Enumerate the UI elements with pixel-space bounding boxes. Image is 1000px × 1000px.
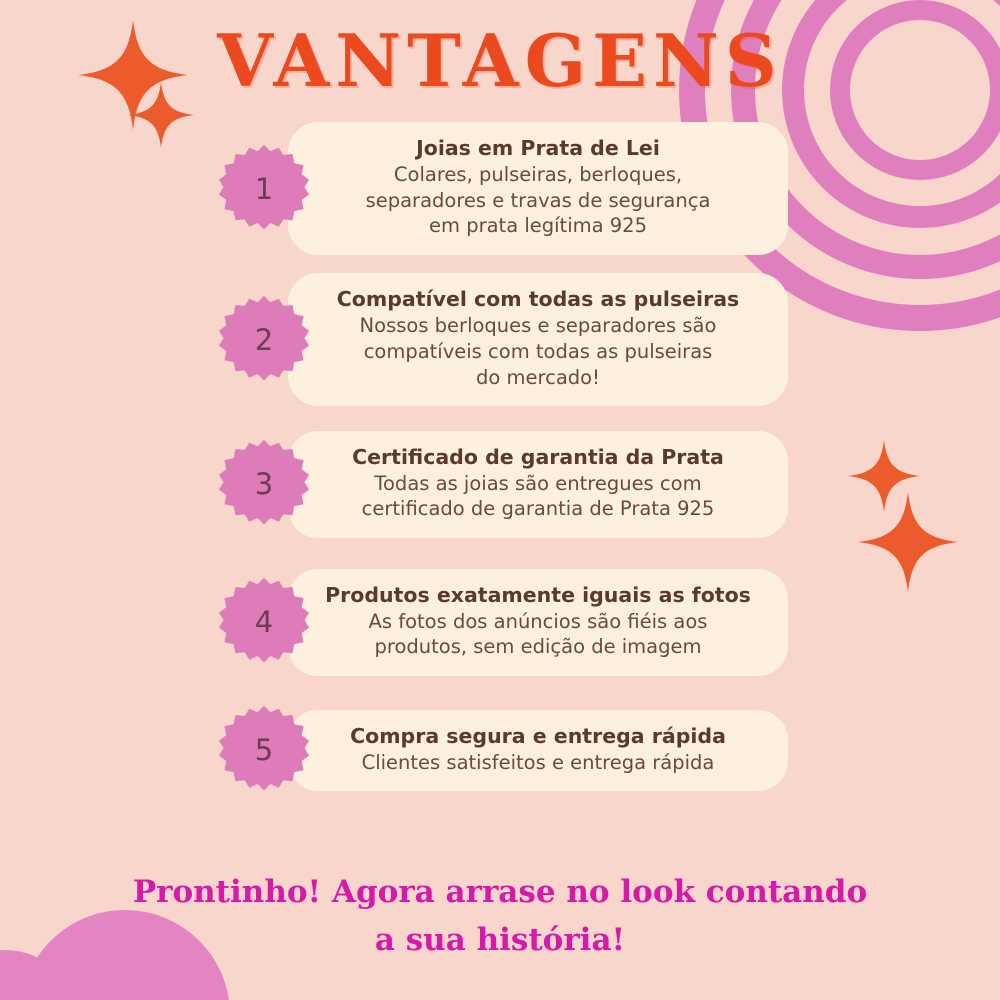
number-badge: [218, 704, 310, 796]
advantage-card: [288, 431, 788, 538]
page-title: VANTAGENS: [217, 18, 783, 103]
advantage-card: [288, 273, 788, 406]
advantage-line: produtos, sem edição de imagem: [374, 635, 702, 659]
advantage-title: Joias em Prata de Lei: [416, 136, 660, 160]
advantage-title: Certificado de garantia da Prata: [352, 444, 724, 469]
advantage-line: do mercado!: [476, 365, 600, 389]
footer-line: Prontinho! Agora arrase no look contando: [132, 873, 868, 910]
list-item: [218, 122, 788, 255]
advantage-line: As fotos dos anúncios são fiéis aos: [368, 609, 708, 633]
list-item: [218, 424, 788, 544]
advantage-line: Clientes satisfeitos e entrega rápida: [361, 750, 715, 774]
advantage-title: Compatível com todas as pulseiras: [336, 287, 740, 312]
advantage-line: Colares, pulseiras, berloques,: [393, 163, 683, 186]
advantage-card: [288, 569, 788, 676]
sparkle-icon: [858, 492, 958, 592]
number-badge: [218, 576, 310, 668]
advantages-list: [218, 122, 788, 818]
number-badge: [218, 294, 310, 386]
advantage-line: separadores e travas de segurança: [365, 188, 711, 212]
footer-line: a sua história!: [374, 921, 626, 958]
advantage-line: Nossos berloques e separadores são: [359, 314, 717, 338]
number-badge-label: 1: [254, 171, 274, 206]
advantage-line: certificado de garantia de Prata 925: [361, 497, 715, 521]
list-item: [218, 273, 788, 406]
advantage-card: [288, 122, 788, 255]
number-badge-label: 2: [254, 322, 274, 357]
advantage-title: Produtos exatamente iguais as fotos: [325, 582, 751, 607]
number-badge-label: 4: [254, 605, 274, 640]
advantage-line: compatíveis com todas as pulseiras: [363, 339, 713, 363]
list-item: [218, 700, 788, 800]
number-badge: [218, 438, 310, 530]
number-badge-label: 5: [254, 733, 274, 768]
number-badge: [218, 143, 310, 235]
advantage-card: [288, 710, 788, 792]
footer-message: [0, 868, 1000, 964]
list-item: [218, 562, 788, 682]
sparkle-icon: [848, 440, 920, 512]
advantage-line: Todas as joias são entregues com: [374, 471, 702, 495]
advantage-line: em prata legítima 925: [429, 214, 647, 238]
advantage-title: Compra segura e entrega rápida: [350, 723, 726, 748]
number-badge-label: 3: [254, 467, 274, 502]
